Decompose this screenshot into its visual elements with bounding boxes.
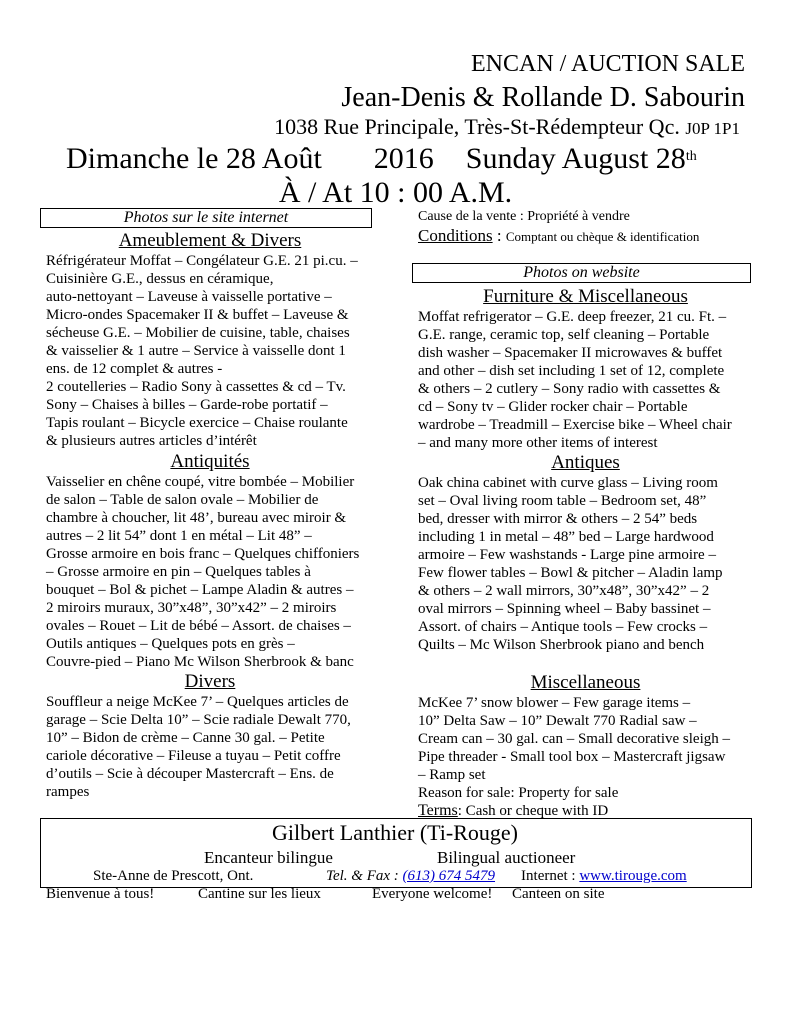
text-line: de salon – Table de salon ovale – Mobilier de xyxy=(46,492,319,508)
role-english: Bilingual auctioneer xyxy=(437,848,576,867)
text-line: & others – 2 cutlery – Sony radio with cassettes & xyxy=(418,381,721,397)
text-line: autres – 2 lit 54” dont 1 en métal – Lit 48” – xyxy=(46,528,312,544)
text-line: & vaisselier & 1 autre – Service à vaisselle dont 1 xyxy=(46,343,346,359)
section-title-furniture-en: Furniture & Miscellaneous xyxy=(483,286,688,307)
antiques-list-fr xyxy=(46,473,374,671)
text-line: Few flower tables – Bowl & pitcher – Aladin lamp xyxy=(418,565,723,581)
postal-code: J0P 1P1 xyxy=(685,119,740,138)
text-line: sécheuse G.E. – Mobilier de cuisine, table, chaises xyxy=(46,325,350,341)
text-line: Pipe threader - Small tool box – Mastercraft jigsaw xyxy=(418,749,726,765)
role-french: Encanteur bilingue xyxy=(204,848,333,867)
text-line: Couvre-pied – Piano Mc Wilson Sherbrook & banc xyxy=(46,654,354,670)
text-line: – and many more other items of interest xyxy=(418,435,658,451)
section-title-misc-fr: Divers xyxy=(184,671,236,692)
text-line: 10” Delta Saw – 10” Dewalt 770 Radial saw – xyxy=(418,713,697,729)
text-line: Quilts – Mc Wilson Sherbrook piano and bench xyxy=(418,637,705,653)
photos-box-en: Photos on website xyxy=(412,263,751,283)
text-line: Outils antiques – Quelques pots en grès – xyxy=(46,636,295,652)
antiques-list-en xyxy=(418,474,753,654)
text-line: garage – Scie Delta 10” – Scie radiale Dewalt 770, xyxy=(46,712,351,728)
welcome-english: Everyone welcome! xyxy=(372,886,493,902)
text-line: wardrobe – Treadmill – Exercise bike – Wheel chair xyxy=(418,417,732,433)
text-line: d’outils – Scie à découper Mastercraft – Ens. de xyxy=(46,766,334,782)
text-line: auto-nettoyant – Laveuse à vaisselle portative – xyxy=(46,289,332,305)
text-line: Sony – Chaises à billes – Garde-robe portatif – xyxy=(46,397,328,413)
date-line xyxy=(66,142,697,176)
left-column xyxy=(46,230,374,801)
furniture-list-en xyxy=(418,308,753,452)
text-line: 2 miroirs muraux, 30”x48”, 30”x42” – 2 miroirs xyxy=(46,600,337,616)
section-title-antiques-fr: Antiquités xyxy=(170,451,250,472)
terms-text: : Cash or cheque with ID xyxy=(457,803,609,819)
photos-box-fr: Photos sur le site internet xyxy=(40,208,372,228)
text-line: Souffleur a neige McKee 7’ – Quelques articles de xyxy=(46,694,349,710)
date-suffix: th xyxy=(685,149,697,164)
misc-list-en xyxy=(418,694,753,784)
text-line: Assort. of chairs – Antique tools – Few crocks – xyxy=(418,619,708,635)
text-line: chambre à choucher, lit 48’, bureau avec miroir & xyxy=(46,510,347,526)
auctioneer-name: Gilbert Lanthier (Ti-Rouge) xyxy=(271,820,519,845)
text-line: & others – 2 wall mirrors, 30”x48”, 30”x42” – 2 xyxy=(418,583,710,599)
text-line: Vaisselier en chêne coupé, vitre bombée – Mobilier xyxy=(46,474,355,490)
right-column xyxy=(418,286,753,820)
date-french: Dimanche le 28 Août xyxy=(66,142,322,175)
text-line: Réfrigérateur Moffat – Congélateur G.E. 21 pi.cu. – xyxy=(46,253,358,269)
website-link[interactable]: www.tirouge.com xyxy=(579,868,687,884)
furniture-list-fr xyxy=(46,252,374,450)
text-line: Oak china cabinet with curve glass – Living room xyxy=(418,475,718,491)
conditions-text: Comptant ou chèque & identification xyxy=(505,229,700,244)
text-line: and other – dish set including 1 set of 12, complete xyxy=(418,363,725,379)
text-line: cariole décorative – Fileuse a tuyau – Petit coffre xyxy=(46,748,341,764)
cause-of-sale: Cause de la vente : Propriété à vendre xyxy=(418,209,630,224)
conditions-sep: : xyxy=(492,226,506,245)
canteen-french: Cantine sur les lieux xyxy=(198,886,321,902)
text-line: oval mirrors – Spinning wheel – Baby bassinet – xyxy=(418,601,711,617)
misc-list-fr xyxy=(46,693,374,801)
contact-line xyxy=(326,867,687,885)
text-line: bouquet – Bol & pichet – Lampe Aladin & autres – xyxy=(46,582,354,598)
internet-label: Internet : xyxy=(521,868,580,884)
text-line: bed, dresser with mirror & others – 2 54” beds xyxy=(418,511,698,527)
text-line: Tapis roulant – Bicycle exercice – Chaise roulante xyxy=(46,415,348,431)
text-line: – Ramp set xyxy=(418,767,486,783)
terms-label: Terms xyxy=(418,802,458,819)
address-line xyxy=(0,114,740,142)
start-time: À / At 10 : 00 A.M. xyxy=(278,176,513,209)
section-title-misc-en: Miscellaneous xyxy=(530,672,641,693)
text-line: dish washer – Spacemaker II microwaves & buffet xyxy=(418,345,723,361)
text-line: McKee 7’ snow blower – Few garage items – xyxy=(418,695,691,711)
text-line: & plusieurs autres articles d’intérêt xyxy=(46,433,257,449)
text-line: Grosse armoire en bois franc – Quelques chiffoniers xyxy=(46,546,360,562)
text-line: G.E. range, ceramic top, self cleaning – Portable xyxy=(418,327,710,343)
text-line: Micro-ondes Spacemaker II & buffet – Laveuse & xyxy=(46,307,349,323)
text-line: including 1 in metal – 48” bed – Large hardwood xyxy=(418,529,714,545)
year: 2016 xyxy=(373,142,434,175)
text-line: 2 coutelleries – Radio Sony à cassettes & cd – Tv. xyxy=(46,379,346,395)
text-line: Cream can – 30 gal. can – Small decorative sleigh – xyxy=(418,731,730,747)
section-title-furniture-fr: Ameublement & Divers xyxy=(118,230,302,251)
tel-label: Tel. & Fax : xyxy=(326,868,403,884)
text-line: 10” – Bidon de crème – Canne 30 gal. – Petite xyxy=(46,730,325,746)
section-title-antiques-en: Antiques xyxy=(551,452,620,473)
welcome-french: Bienvenue à tous! xyxy=(46,886,155,902)
conditions-label: Conditions xyxy=(418,226,493,245)
text-line: set – Oval living room table – Bedroom set, 48” xyxy=(418,493,707,509)
header-title: ENCAN / AUCTION SALE xyxy=(471,51,745,77)
phone-link[interactable]: (613) 674 5479 xyxy=(402,868,496,884)
text-line: armoire – Few washstands - Large pine armoire – xyxy=(418,547,716,563)
right-top xyxy=(418,208,758,247)
text-line: ovales – Rouet – Lit de bébé – Assort. de chaises – xyxy=(46,618,351,634)
text-line: ens. de 12 complet & autres - xyxy=(46,361,223,377)
canteen-english: Canteen on site xyxy=(512,886,605,902)
reason-for-sale: Reason for sale: Property for sale xyxy=(418,785,619,801)
address: 1038 Rue Principale, Très-St-Rédempteur Qc. xyxy=(274,114,680,139)
text-line: – Grosse armoire en pin – Quelques tables à xyxy=(46,564,311,580)
seller-names: Jean-Denis & Rollande D. Sabourin xyxy=(341,82,745,113)
text-line: cd – Sony tv – Glider rocker chair – Portable xyxy=(418,399,688,415)
text-line: rampes xyxy=(46,784,90,800)
text-line: Cuisinière G.E., dessus en céramique, xyxy=(46,271,274,287)
location: Ste-Anne de Prescott, Ont. xyxy=(93,868,254,884)
date-english: Sunday August 28 xyxy=(465,142,686,175)
text-line: Moffat refrigerator – G.E. deep freezer, 21 cu. Ft. – xyxy=(418,309,727,325)
conditions-line xyxy=(418,226,758,247)
